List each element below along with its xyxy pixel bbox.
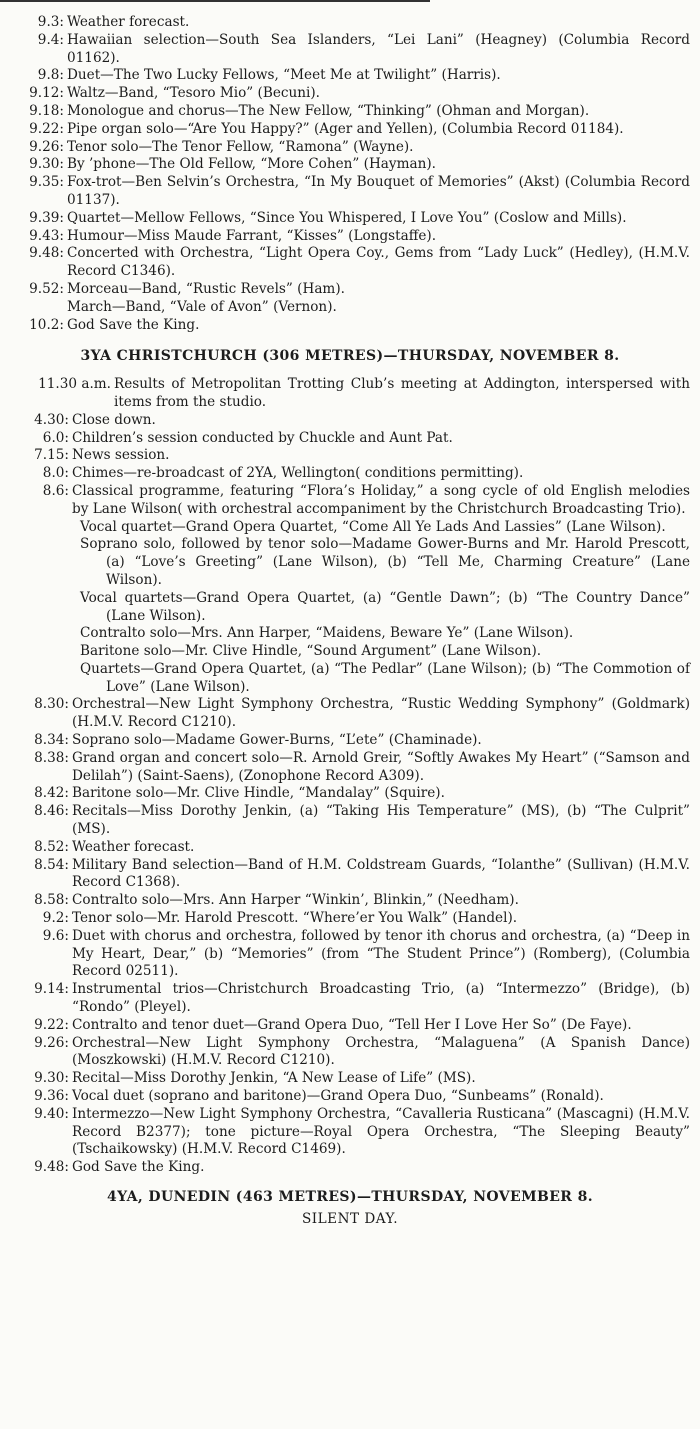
section-3ya-christchurch	[0, 376, 700, 1177]
sub-program-entry	[0, 643, 690, 661]
entry-time: 9.40:	[34, 1105, 69, 1122]
program-entry	[0, 281, 690, 299]
program-entry	[0, 732, 690, 750]
entry-time: 9.52:	[29, 280, 64, 297]
entry-time: 8.34:	[34, 732, 69, 749]
top-rule	[0, 0, 430, 2]
entry-time: 9.22:	[34, 1016, 69, 1033]
entry-text: Tenor solo—The Tenor Fellow, “Ramona” (Wayne).	[67, 138, 414, 155]
program-entry	[0, 465, 690, 483]
entry-text: Military Band selection—Band of H.M. Coldstream Guards, “Iolanthe” (Sullivan) (H.M.V. Record C1368).	[72, 856, 690, 891]
entry-text: Results of Metropolitan Trotting Club’s meeting at Addington, interspersed with items from the studio.	[114, 376, 690, 410]
entry-text: Close down.	[72, 411, 156, 428]
section-2ya-evening	[0, 14, 700, 334]
program-page	[0, 14, 700, 1229]
entry-text: Tenor solo—Mr. Harold Prescott. “Where’er You Walk” (Handel).	[72, 910, 518, 927]
entry-text: Grand organ and concert solo—R. Arnold Greir, “Softly Awakes My Heart” (“Samson and Delilah”) (Saint-Saens), (Zonophone Record A309).	[72, 749, 690, 784]
entry-time: 9.12:	[29, 85, 64, 102]
entry-text: God Save the King.	[67, 316, 200, 333]
entry-time: 8.38:	[34, 749, 69, 766]
entry-time: 9.39:	[29, 209, 64, 226]
entry-time: 9.36:	[34, 1088, 69, 1105]
program-entry	[0, 1017, 690, 1035]
entry-text: Contralto solo—Mrs. Ann Harper “Winkin’, Blinkin,” (Needham).	[72, 892, 519, 909]
entry-time: 7.15:	[34, 447, 69, 464]
program-entry	[0, 32, 690, 68]
entry-text: Recital—Miss Dorothy Jenkin, “A New Lease of Life” (MS).	[72, 1070, 476, 1087]
entry-time: 8.46:	[34, 803, 69, 820]
entry-text: Baritone solo—Mr. Clive Hindle, “Mandalay” (Squire).	[72, 785, 445, 802]
program-entry	[0, 1106, 690, 1159]
entry-text: Fox-trot—Ben Selvin’s Orchestra, “In My Bouquet of Memories” (Akst) (Columbia Record 01137).	[67, 174, 690, 208]
entry-text: Duet—The Two Lucky Fellows, “Meet Me at Twilight” (Harris).	[67, 67, 501, 84]
sub-entry-text: Baritone solo—Mr. Clive Hindle, “Sound Argument” (Lane Wilson).	[80, 643, 542, 660]
entry-time: 9.4:	[37, 31, 64, 48]
entry-time: 9.6:	[42, 927, 69, 944]
program-entry	[0, 174, 690, 210]
program-entry	[0, 85, 690, 103]
sub-program-entry	[0, 519, 690, 537]
program-entry	[0, 376, 690, 412]
program-entry	[0, 103, 690, 121]
entry-text: Weather forecast.	[72, 838, 195, 855]
sub-program-entry	[0, 590, 690, 626]
program-entry	[0, 245, 690, 281]
entry-time: 9.35:	[29, 174, 64, 191]
entry-text: Pipe organ solo—“Are You Happy?” (Ager and Yellen), (Columbia Record 01184).	[67, 120, 624, 137]
entry-time: 9.2:	[42, 910, 69, 927]
program-entry	[0, 447, 690, 465]
entry-text: Humour—Miss Maude Farrant, “Kisses” (Longstaffe).	[67, 227, 437, 244]
entry-text: By ’phone—The Old Fellow, “More Cohen” (Hayman).	[67, 156, 436, 173]
entry-text: Soprano solo—Madame Gower-Burns, “L’ete” (Chaminade).	[72, 732, 482, 749]
program-entry	[0, 156, 690, 174]
sub-entry-text: Quartets—Grand Opera Quartet, (a) “The Pedlar” (Lane Wilson); (b) “The Commotion of Love” (Lane Wilson).	[80, 660, 690, 695]
entry-time: 9.18:	[29, 102, 64, 119]
program-entry	[0, 299, 690, 317]
entry-text: March—Band, “Vale of Avon” (Vernon).	[67, 298, 337, 315]
program-entry	[0, 1159, 690, 1177]
entry-time: 9.3:	[37, 14, 64, 30]
entry-time: 9.26:	[29, 138, 64, 155]
entry-text: Classical programme, featuring “Flora’s Holiday,” a song cycle of old English melodies by Lane Wilson( with orchestral accompaniment by the Christchurch Broadcasting Trio).	[72, 482, 690, 517]
program-entry	[0, 483, 690, 519]
program-entry	[0, 839, 690, 857]
entry-text: Duet with chorus and orchestra, followed by tenor ith chorus and orchestra, (a) “Deep in My Heart, Dear,” (b) “Memories” (from “The Student Prince”) (Romberg), (Columbia Record 02511).	[72, 927, 690, 980]
program-entry	[0, 1070, 690, 1088]
entry-time: 8.6:	[42, 482, 69, 499]
entry-time: 8.52:	[34, 838, 69, 855]
program-entry	[0, 928, 690, 981]
entry-time: 8.42:	[34, 785, 69, 802]
entry-text: Orchestral—New Light Symphony Orchestra, “Malaguena” (A Spanish Dance) (Moszkowski) (H.M.V. Record C1210).	[72, 1034, 690, 1069]
entry-text: God Save the King.	[72, 1159, 205, 1176]
sub-entry-text: Soprano solo, followed by tenor solo—Madame Gower-Burns and Mr. Harold Prescott, (a) “Love’s Greeting” (Lane Wilson), (b) “Tell Me, Charming Creature” (Lane Wilson).	[80, 536, 690, 588]
entry-text: Waltz—Band, “Tesoro Mio” (Becuni).	[67, 85, 320, 102]
program-entry	[0, 892, 690, 910]
entry-text: Instrumental trios—Christchurch Broadcasting Trio, (a) “Intermezzo” (Bridge), (b) “Rondo” (Pleyel).	[72, 981, 690, 1016]
entry-text: Monologue and chorus—The New Fellow, “Thinking” (Ohman and Morgan).	[67, 102, 590, 119]
program-entry	[0, 785, 690, 803]
program-entry	[0, 1035, 690, 1071]
program-entry	[0, 910, 690, 928]
entry-time: 4.30:	[34, 411, 69, 428]
entry-text: Quartet—Mellow Fellows, “Since You Whispered, I Love You” (Coslow and Mills).	[67, 209, 627, 226]
entry-text: Contralto and tenor duet—Grand Opera Duo, “Tell Her I Love Her So” (De Faye).	[72, 1016, 632, 1033]
entry-text: Orchestral—New Light Symphony Orchestra, “Rustic Wedding Symphony” (Goldmark) (H.M.V. Record C1210).	[72, 696, 690, 731]
section-heading-4ya: 4YA, DUNEDIN (463 METRES)—THURSDAY, NOVEMBER 8.	[106, 1189, 594, 1205]
sub-entry-text: Vocal quartets—Grand Opera Quartet, (a) “Gentle Dawn”; (b) “The Country Dance” (Lane Wilson).	[80, 589, 690, 624]
entry-time: 6.0:	[42, 429, 69, 446]
program-entry	[0, 430, 690, 448]
entry-time: 8.0:	[42, 465, 69, 482]
silent-day-note: SILENT DAY.	[301, 1210, 399, 1227]
program-entry	[0, 14, 690, 32]
entry-time: 9.30:	[34, 1070, 69, 1087]
entry-text: News session.	[72, 447, 170, 464]
program-entry	[0, 139, 690, 157]
entry-time: 8.54:	[34, 856, 69, 873]
sub-program-entry	[0, 536, 690, 589]
entry-time: 9.48:	[29, 245, 64, 262]
program-entry	[0, 228, 690, 246]
program-entry	[0, 67, 690, 85]
entry-time: 10.2:	[29, 316, 64, 333]
entry-text: Vocal duet (soprano and baritone)—Grand Opera Duo, “Sunbeams” (Ronald).	[72, 1088, 604, 1105]
program-entry	[0, 1088, 690, 1106]
section-heading-3ya: 3YA CHRISTCHURCH (306 METRES)—THURSDAY, NOVEMBER 8.	[80, 348, 620, 365]
sub-entry-text: Vocal quartet—Grand Opera Quartet, “Come All Ye Lads And Lassies” (Lane Wilson).	[80, 518, 666, 535]
entry-time: 8.58:	[34, 892, 69, 909]
program-entry	[0, 317, 690, 335]
program-entry	[0, 210, 690, 228]
program-entry	[0, 750, 690, 786]
entry-time: 9.22:	[29, 120, 64, 137]
program-entry	[0, 121, 690, 139]
entry-text: Children’s session conducted by Chuckle and Aunt Pat.	[72, 429, 453, 446]
sub-program-entry	[0, 661, 690, 697]
entry-time: 8.30:	[34, 696, 69, 713]
entry-text: Recitals—Miss Dorothy Jenkin, (a) “Taking His Temperature” (MS), (b) “The Culprit” (MS).	[72, 803, 690, 838]
entry-time: 9.26:	[34, 1034, 69, 1051]
entry-time: 9.8:	[37, 67, 64, 84]
entry-time: 9.14:	[34, 981, 69, 998]
entry-text: Hawaiian selection—South Sea Islanders, “Lei Lani” (Heagney) (Columbia Record 01162).	[67, 31, 690, 66]
program-entry	[0, 857, 690, 893]
entry-text: Concerted with Orchestra, “Light Opera Coy., Gems from “Lady Luck” (Hedley), (H.M.V. Record C1346).	[67, 245, 690, 280]
entry-text: Weather forecast.	[67, 14, 190, 30]
program-entry	[0, 412, 690, 430]
entry-text: Morceau—Band, “Rustic Revels” (Ham).	[67, 280, 345, 297]
entry-text: Chimes—re-broadcast of 2YA, Wellington( conditions permitting).	[72, 465, 524, 482]
entry-text: Intermezzo—New Light Symphony Orchestra, “Cavalleria Rusticana” (Mascagni) (H.M.V. Record B2377); tone picture—Royal Opera Orchestra, “The Sleeping Beauty” (Tschaikowsky) (H.M.V. Record C1469).	[72, 1105, 690, 1158]
program-entry	[0, 696, 690, 732]
entry-time: 9.48:	[34, 1159, 69, 1176]
sub-program-entry	[0, 625, 690, 643]
entry-time: 9.43:	[29, 227, 64, 244]
entry-time: 11.30 a.m.	[38, 376, 111, 393]
program-entry	[0, 981, 690, 1017]
program-entry	[0, 803, 690, 839]
sub-entry-text: Contralto solo—Mrs. Ann Harper, “Maidens, Beware Ye” (Lane Wilson).	[80, 625, 574, 642]
entry-time: 9.30:	[29, 156, 64, 173]
